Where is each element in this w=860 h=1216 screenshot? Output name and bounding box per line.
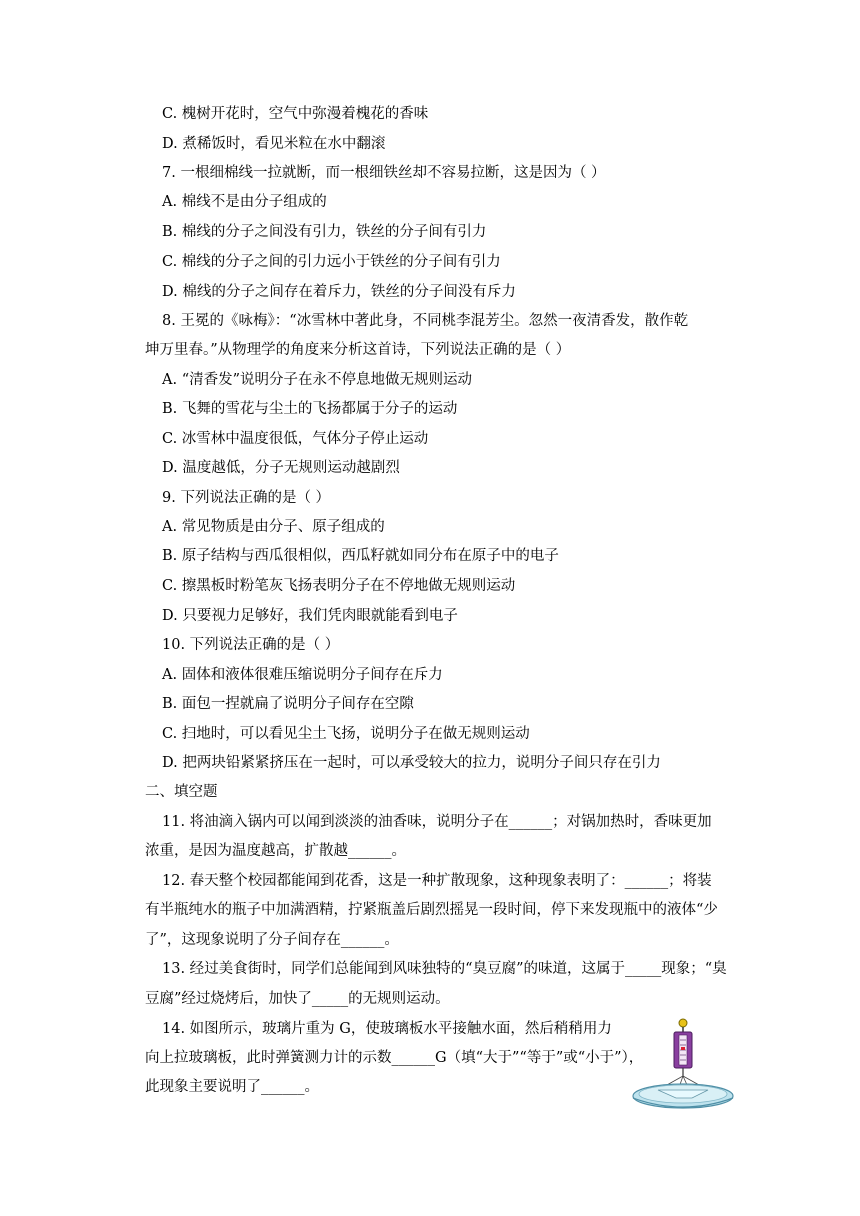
q9-stem: 9. 下列说法正确的是（ ） — [162, 490, 331, 506]
q11-stem-line1: 11. 将油滴入锅内可以闻到淡淡的油香味，说明分子在______；对锅加热时，香味更加 — [162, 814, 712, 830]
q7-option-b: B. 棉线的分子之间没有引力，铁丝的分子间有引力 — [162, 224, 487, 240]
q8-stem-line2: 坤万里春。”从物理学的角度来分析这首诗，下列说法正确的是（ ） — [145, 342, 571, 358]
q13-stem-line2: 豆腐”经过烧烤后，加快了_____的无规则运动。 — [145, 991, 450, 1007]
q9-option-b: B. 原子结构与西瓜很相似，西瓜籽就如同分布在原子中的电子 — [162, 548, 559, 564]
q10-option-c: C. 扫地时，可以看见尘土飞扬，说明分子在做无规则运动 — [162, 726, 530, 742]
q8-stem-line1: 8. 王冕的《咏梅》：“冰雪林中著此身，不同桃李混芳尘。忽然一夜清香发，散作乾 — [162, 313, 689, 329]
q7-option-a: A. 棉线不是由分子组成的 — [162, 194, 327, 210]
q12-stem-line3: 了”，这现象说明了分子间存在______。 — [145, 932, 399, 948]
q8-option-d: D. 温度越低，分子无规则运动越剧烈 — [162, 460, 400, 476]
q6-option-d: D. 煮稀饭时，看见米粒在水中翻滚 — [162, 136, 386, 152]
q9-option-c: C. 擦黑板时粉笔灰飞扬表明分子在不停地做无规则运动 — [162, 578, 516, 594]
spring-scale-glass-plate-icon — [628, 1016, 738, 1112]
q7-option-c: C. 棉线的分子之间的引力远小于铁丝的分子间有引力 — [162, 254, 501, 270]
q9-option-a: A. 常见物质是由分子、原子组成的 — [162, 519, 385, 535]
q10-option-a: A. 固体和液体很难压缩说明分子间存在斥力 — [162, 667, 443, 683]
q12-stem-line1: 12. 春天整个校园都能闻到花香，这是一种扩散现象，这种现象表明了：______；将装 — [162, 873, 712, 889]
q14-stem-line2: 向上拉玻璃板，此时弹簧测力计的示数______G（填“大于”“等于”或“小于”）， — [145, 1050, 644, 1066]
spring-scale-figure — [628, 1016, 738, 1112]
q8-option-c: C. 冰雪林中温度很低，气体分子停止运动 — [162, 431, 429, 447]
q13-stem-line1: 13. 经过美食街时，同学们总能闻到风味独特的“臭豆腐”的味道，这属于_____现象；“臭 — [162, 961, 727, 977]
q11-stem-line2: 浓重，是因为温度越高，扩散越______。 — [145, 843, 406, 859]
q7-stem: 7. 一根细棉线一拉就断，而一根细铁丝却不容易拉断，这是因为（ ） — [162, 165, 606, 181]
q14-stem-line3: 此现象主要说明了______。 — [145, 1079, 319, 1095]
q14-stem-line1: 14. 如图所示，玻璃片重为 G，使玻璃板水平接触水面，然后稍稍用力 — [162, 1021, 612, 1037]
q6-option-c: C. 槐树开花时，空气中弥漫着槐花的香味 — [162, 106, 429, 122]
q8-option-a: A. “清香发”说明分子在永不停息地做无规则运动 — [162, 372, 473, 388]
q8-option-b: B. 飞舞的雪花与尘土的飞扬都属于分子的运动 — [162, 401, 458, 417]
section-heading-fill-in: 二、填空题 — [145, 784, 218, 800]
q9-option-d: D. 只要视力足够好，我们凭肉眼就能看到电子 — [162, 608, 458, 624]
q10-option-d: D. 把两块铅紧紧挤压在一起时，可以承受较大的拉力，说明分子间只存在引力 — [162, 755, 661, 771]
q7-option-d: D. 棉线的分子之间存在着斥力，铁丝的分子间没有斥力 — [162, 284, 516, 300]
q12-stem-line2: 有半瓶纯水的瓶子中加满酒精，拧紧瓶盖后剧烈摇晃一段时间，停下来发现瓶中的液体“少 — [145, 902, 718, 918]
q10-option-b: B. 面包一捏就扁了说明分子间存在空隙 — [162, 696, 414, 712]
q10-stem: 10. 下列说法正确的是（ ） — [162, 637, 340, 653]
